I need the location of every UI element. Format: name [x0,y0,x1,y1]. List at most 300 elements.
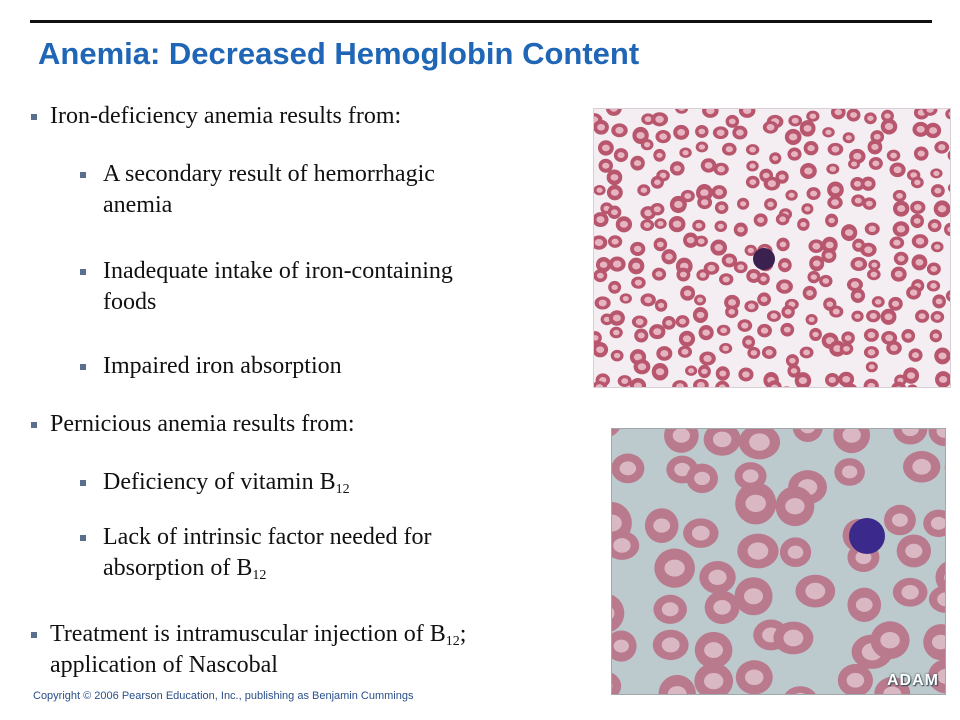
cell-pallor [623,296,629,301]
cell-pallor [912,352,919,358]
cell-pallor [700,272,706,277]
adam-watermark: ADAM [887,672,939,689]
cell-pallor [674,201,682,208]
cell-pallor [868,349,876,355]
cell-pallor [830,166,837,171]
cell-pallor [833,309,840,315]
cell-pallor [829,377,836,383]
bullet-marker [80,172,86,178]
cell-pallor [781,262,788,268]
cell-pallor [614,353,620,358]
cell-pallor [854,314,860,319]
copyright-notice: Copyright © 2006 Pearson Education, Inc., publishing as Benjamin Cummings [33,690,414,702]
cell-pallor [938,144,945,150]
cell-pallor [915,259,923,266]
cell-pallor [809,317,815,322]
subbullet-impaired-absorption [103,351,342,382]
cell-pallor [597,188,603,193]
red-blood-cell [948,150,950,162]
cell-pallor [788,546,804,559]
cell-pallor [892,513,908,526]
cell-pallor [688,368,694,373]
cell-pallor [917,126,925,133]
cell-pallor [851,162,857,167]
cell-pallor [800,222,806,227]
cell-pallor [751,350,757,355]
cell-pallor [847,673,865,688]
cell-pallor [602,163,609,169]
cell-pallor [918,150,925,156]
cell-pallor [897,205,905,212]
cell-pallor [635,280,642,286]
cell-pallor [826,242,834,249]
cell-pallor [938,205,946,212]
cell-pallor [599,300,607,307]
cell-pallor [884,313,892,320]
cell-pallor [653,328,661,335]
cell-pallor [595,239,603,246]
cell-pallor [708,570,726,585]
blood-smear-micrograph [594,109,950,387]
cell-pallor [875,299,881,304]
cell-pallor [655,116,663,123]
cell-pallor [597,124,605,131]
bullet-text-line2: anemia [103,192,173,218]
cell-pallor [749,179,756,185]
cell-pallor [638,363,646,370]
cell-pallor [869,226,877,232]
bullet-marker [80,269,86,275]
blood-smear-image-bottom [611,428,946,695]
bullet-iron-deficiency [50,101,401,132]
cell-pallor [634,246,642,252]
cell-pallor [701,369,707,374]
cell-pallor [722,346,729,352]
cell-pallor [855,198,862,204]
cell-pallor [641,187,648,192]
bullet-marker [31,632,37,638]
cell-pallor [681,349,688,355]
subbullet-b12-deficiency [103,467,350,498]
slide-title: Anemia: Decreased Hemoglobin Content [38,36,640,71]
cell-pallor [851,281,859,288]
blood-smear-micrograph [612,429,945,694]
cell-pallor [644,222,651,228]
cell-pallor [939,376,947,383]
cell-pallor [916,238,924,245]
cell-pallor [611,174,619,181]
cell-pallor [919,313,926,319]
cell-pallor [890,345,898,352]
cell-pallor [683,335,691,342]
cell-pallor [831,199,839,205]
cell-pallor [666,320,673,326]
cell-pallor [866,201,873,207]
cell-pallor [757,217,764,223]
bullet-marker [80,480,86,486]
subbullet-intrinsic-factor [103,522,432,584]
cell-pallor [884,113,890,118]
cell-pallor [611,285,617,290]
cell-pallor [684,290,691,296]
cell-pallor [874,134,881,140]
cell-pallor [842,376,850,383]
cell-pallor [720,327,727,333]
cell-pallor [872,160,879,166]
cell-pallor [870,272,877,278]
cell-pallor [806,290,813,296]
cell-pallor [612,239,619,245]
cell-pallor [853,153,861,160]
cell-pallor [729,119,736,125]
cell-pallor [717,166,725,172]
cell-pallor [805,583,825,600]
bullet-text: Iron-deficiency anemia results from: [50,103,402,129]
cell-pallor [934,244,940,249]
cell-pallor [701,199,708,205]
bullet-text-line1: Treatment is intramuscular injection of B [50,621,446,647]
cell-pallor [750,273,757,279]
cell-pallor [864,246,872,253]
cell-pallor [613,261,621,268]
bullet-text: Deficiency of vitamin B [103,469,336,495]
cell-pallor [737,264,744,270]
cell-pallor [813,260,821,266]
cell-pallor [657,221,663,226]
cell-pallor [656,271,663,277]
cell-pallor [789,133,797,140]
cell-pallor [728,309,735,315]
cell-pallor [636,132,644,139]
cell-pallor [715,189,723,196]
bullet-marker [80,364,86,370]
blood-smear-image-top [593,108,951,388]
cell-pallor [698,129,705,135]
bullet-treatment [50,619,466,681]
cell-pallor [780,242,787,248]
cell-pallor [934,314,941,320]
cell-pallor [867,116,873,121]
cell-pallor [936,299,943,305]
cell-pallor [704,673,723,689]
cell-pallor [807,145,814,151]
cell-pallor [597,273,604,279]
cell-pallor [811,274,817,279]
cell-pallor [660,350,668,357]
cell-pallor [699,144,705,149]
cell-pallor [767,202,773,207]
cell-pallor [845,335,852,341]
cell-pallor [665,254,673,260]
cell-pallor [736,129,744,135]
cell-pallor [654,180,661,186]
cell-pallor [845,229,853,236]
cell-pallor [938,352,946,359]
white-blood-cell-nucleus [753,248,775,270]
cell-pallor [682,150,688,155]
cell-pallor [656,153,662,158]
cell-pallor [868,332,876,338]
cell-pallor [910,289,917,295]
cell-pallor [761,328,768,334]
cell-pallor [613,538,630,553]
cell-pallor [822,278,829,284]
cell-pallor [828,218,835,223]
cell-pallor [654,206,661,212]
cell-pallor [905,333,912,339]
cell-pallor [791,151,798,157]
cell-pallor [901,585,918,600]
subscript: 12 [335,482,350,497]
top-rule [30,20,932,23]
bullet-text-line2: foods [103,289,157,315]
cell-pallor [645,116,652,122]
red-blood-cell [612,429,623,438]
cell-pallor [745,495,766,512]
cell-pallor [620,461,637,475]
cell-pallor [785,498,804,514]
cell-pallor [596,346,604,353]
cell-pallor [644,297,652,303]
cell-pallor [880,632,900,648]
cell-pallor [780,283,788,290]
cell-pallor [737,227,744,233]
cell-pallor [692,526,710,541]
cell-pallor [785,309,792,315]
cell-pallor [697,297,703,302]
cell-pallor [931,223,938,229]
cell-pallor [893,240,900,246]
cell-pallor [680,272,687,278]
cell-pallor [705,162,713,169]
cell-pallor [870,313,877,319]
cell-pallor [783,630,803,647]
subbullet-inadequate-intake [103,256,453,318]
cell-pallor [726,146,733,152]
cell-pallor [694,472,710,485]
cell-pallor [713,432,732,448]
cell-pallor [791,368,797,373]
cell-pallor [718,224,724,229]
cell-pallor [715,244,723,251]
cell-pallor [930,283,937,289]
cell-pallor [741,322,748,328]
cell-pallor [726,257,734,263]
cell-pallor [749,147,756,153]
subbullet-hemorrhagic [103,159,435,221]
cell-pallor [703,355,711,362]
cell-pallor [855,261,863,268]
cell-pallor [611,209,618,215]
red-blood-cell [906,384,918,387]
cell-pallor [687,237,695,243]
cell-pallor [914,204,922,210]
cell-pallor [804,206,810,211]
cell-pallor [673,221,681,228]
cell-pallor [871,263,877,268]
cell-pallor [702,329,710,335]
subscript: 12 [252,568,267,583]
cell-pallor [825,252,832,258]
cell-pallor [831,146,839,153]
cell-pallor [749,433,770,450]
cell-pallor [698,238,705,244]
cell-pallor [804,167,812,174]
cell-pallor [748,303,755,309]
cell-pallor [613,330,620,336]
cell-pallor [812,243,820,250]
cell-pallor [804,125,812,132]
cell-pallor [614,640,629,653]
cell-pallor [620,221,628,228]
cell-pallor [748,248,754,253]
cell-pallor [617,152,624,158]
cell-pallor [662,637,680,652]
cell-pallor [723,276,730,282]
bullet-text-line2: application of Nascobal [50,652,278,678]
cell-pallor [658,303,664,308]
cell-pallor [892,301,899,307]
cell-pallor [728,299,736,306]
bullet-marker [31,422,37,428]
cell-pallor [770,313,777,319]
bullet-text-line1: A secondary result of hemorrhagic [103,161,435,187]
cell-pallor [677,129,685,136]
cell-pallor [831,186,839,193]
cell-pallor [621,378,628,384]
cell-pallor [912,459,931,475]
cell-pallor [768,180,776,187]
cell-pallor [636,319,644,326]
cell-pallor [760,276,766,281]
cell-pallor [869,364,875,369]
bullet-text-line1: Lack of intrinsic factor needed for [103,524,432,550]
cell-pallor [896,193,903,199]
cell-pallor [745,339,751,344]
cell-pallor [740,201,746,206]
cell-pallor [662,602,679,616]
cell-pallor [934,188,941,194]
cell-pallor [634,160,641,166]
cell-pallor [602,145,610,152]
cell-pallor [894,166,902,173]
cell-pallor [933,171,939,176]
white-blood-cell-nucleus [849,518,885,554]
cell-pallor [810,191,817,197]
cell-pallor [826,301,833,307]
red-blood-cell [612,671,621,694]
cell-pallor [697,312,705,318]
cell-pallor [708,265,716,272]
cell-pallor [779,216,786,222]
cell-pallor [719,371,726,377]
cell-pallor [803,350,810,356]
cell-pallor [842,466,857,479]
cell-pallor [611,189,619,196]
cell-pallor [743,469,759,482]
cell-pallor [871,144,878,150]
cell-pallor [784,327,791,333]
cell-pallor [854,181,861,187]
cell-pallor [905,544,922,558]
cell-pallor [825,130,831,135]
cell-pallor [700,189,708,196]
cell-pallor [713,600,730,615]
cell-pallor [907,372,915,379]
cell-pallor [914,180,920,185]
bullet-marker [31,114,37,120]
cell-pallor [679,319,686,325]
cell-pallor [632,263,640,270]
cell-pallor [897,255,904,261]
cell-pallor [885,335,893,342]
cell-pallor [895,271,903,278]
cell-pallor [812,332,818,337]
cell-pallor [865,181,872,187]
cell-pallor [835,109,842,115]
cell-pallor [674,165,681,171]
cell-pallor [664,560,684,577]
cell-pallor [717,129,725,136]
cell-pallor [613,315,621,322]
cell-pallor [929,127,937,134]
cell-pallor [856,598,873,612]
cell-pallor [744,588,763,604]
cell-pallor [644,142,650,147]
cell-pallor [761,296,768,302]
cell-pallor [745,670,764,686]
cell-pallor [615,127,623,134]
cell-pallor [792,118,799,124]
bullet-marker [80,535,86,541]
cell-pallor [718,205,725,211]
cell-pallor [914,218,921,224]
cell-pallor [684,193,691,199]
bullet-text: Pernicious anemia results from: [50,411,355,437]
cell-pallor [885,123,893,130]
cell-pallor [930,266,937,272]
cell-pallor [854,293,861,299]
cell-pallor [850,112,857,118]
bullet-text-line1: Inadequate intake of iron-containing [103,258,453,284]
cell-pallor [653,519,670,533]
cell-pallor [596,216,604,223]
cell-pallor [659,133,667,139]
cell-pallor [656,368,664,375]
red-blood-cell [948,182,950,193]
bullet-text-tail: ; [459,621,467,647]
cell-pallor [704,642,723,658]
cell-pallor [799,377,807,384]
cell-pallor [843,346,850,352]
bullet-text: Impaired iron absorption [103,353,342,379]
cell-pallor [600,262,608,268]
cell-pallor [748,542,769,559]
cell-pallor [657,242,664,248]
subscript: 12 [445,634,460,649]
red-blood-cell [780,386,793,387]
bullet-text-line2: absorption of B [103,555,253,581]
cell-pallor [767,124,775,131]
cell-pallor [749,163,755,168]
cell-pallor [638,333,645,339]
cell-pallor [779,174,786,180]
bullet-pernicious [50,409,355,440]
cell-pallor [810,113,817,119]
cell-pallor [742,371,750,377]
cell-pallor [846,135,852,140]
cell-pallor [933,333,939,338]
